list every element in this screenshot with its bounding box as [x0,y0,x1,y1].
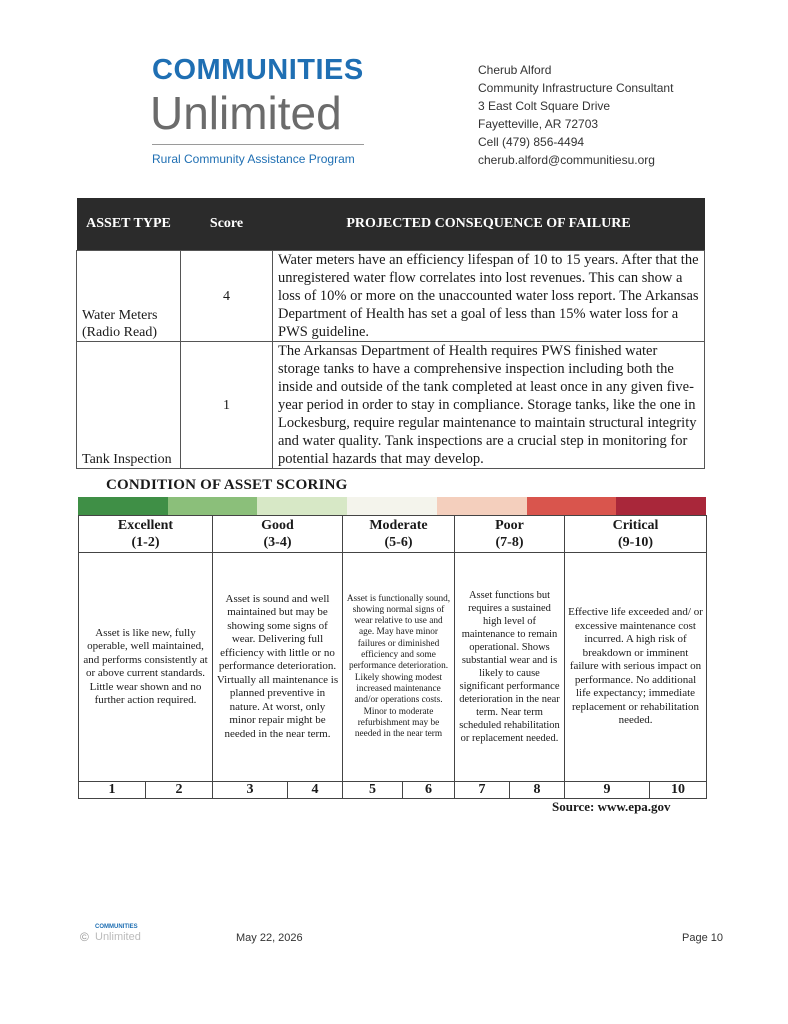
condition-scoring-table [78,515,707,799]
category-good-heading [213,516,343,553]
score-number: 7 [455,782,510,799]
category-poor-heading [455,516,565,553]
category-range: (1-2) [131,535,160,550]
contact-address-line1: 3 East Colt Square Drive [478,99,611,113]
contact-title: Community Infrastructure Consultant [478,81,674,95]
consequence-cell: Water meters have an efficiency lifespan of 10 to 15 years. After that the unregistered water flow correlates into lost revenues. This can show a loss of 10% or more on the unaccounted water loss report. The Arkansas Department of Health has set a goal of less than 15% water loss for a PWS guideline. [273,251,705,342]
contact-name: Cherub Alford [478,63,552,77]
logo-divider [152,144,364,145]
logo-communities: COMMUNITIES [152,54,364,86]
score-number: 9 [565,782,650,799]
asset-table-header-row [77,198,705,251]
asset-type-cell: Tank Inspection [77,342,181,469]
score-number: 10 [650,782,707,799]
footer-copyright-symbol: © [80,930,89,944]
gradient-segment [78,497,168,515]
category-name: Good [261,518,294,533]
gradient-segment [168,497,258,515]
source-citation: Source: www.epa.gov [552,799,671,814]
condition-header-row [79,516,707,553]
condition-section-title: CONDITION OF ASSET SCORING [106,477,348,493]
score-number: 4 [288,782,343,799]
score-number: 3 [213,782,288,799]
category-range: (9-10) [618,535,654,550]
footer-date: May 22, 2026 [236,932,303,944]
asset-consequence-table [76,198,705,469]
asset-type-cell: Water Meters (Radio Read) [77,251,181,342]
footer-logo-top: COMMUNITIES [95,924,138,930]
gradient-segment [347,497,437,515]
condition-description-row [79,553,707,782]
category-moderate-description: Asset is functionally sound, showing normal signs of wear relative to use and age. May have minor failures or diminished efficiency and some performance deterioration. Likely showing modest increased maintenance and/or operations costs. Minor to moderate refurbishment may be needed in the near term [343,553,455,782]
category-good-description: Asset is sound and well maintained but may be showing some signs of wear. Delivering full efficiency with little or no performance deterioration. Virtually all maintenance is planned preventive in nature. At worst, only minor repair might be needed in the near term. [213,553,343,782]
category-excellent-description: Asset is like new, fully operable, well maintained, and performs consistently at or above current standards. Little wear shown and no further action required. [79,553,213,782]
header-score: Score [181,198,273,251]
consequence-cell: The Arkansas Department of Health requires PWS finished water storage tanks to have a comprehensive inspection including both the inside and outside of the tank completed at least once in any given five-year period in order to stay in compliance. Storage tanks, like the one in Lockesburg, require regular maintenance to maintain structural integrity and water quality. Tank inspections are a crucial step in monitoring for potential hazards that may develop. [273,342,705,469]
contact-address-line2: Fayetteville, AR 72703 [478,117,599,131]
score-number: 2 [146,782,213,799]
category-excellent-heading [79,516,213,553]
category-name: Excellent [117,518,174,533]
contact-phone: Cell (479) 856-4494 [478,135,585,149]
category-name: Moderate [369,518,428,533]
category-name: Poor [495,518,524,533]
logo-unlimited: Unlimited [150,87,342,139]
gradient-segment [616,497,706,515]
score-cell: 4 [181,251,273,342]
gradient-segment [527,497,617,515]
footer-logo-bottom: Unlimited [95,931,141,943]
gradient-segment [437,497,527,515]
score-number: 6 [403,782,455,799]
score-cell: 1 [181,342,273,469]
footer-page-number: Page 10 [682,932,723,944]
header-consequence: PROJECTED CONSEQUENCE OF FAILURE [273,198,705,251]
contact-email[interactable]: cherub.alford@communitiesu.org [478,153,655,167]
gradient-segment [257,497,347,515]
header-asset-type: ASSET TYPE [77,198,181,251]
category-range: (3-4) [263,535,292,550]
category-critical-description: Effective life exceeded and/ or excessive maintenance cost incurred. A high risk of breakdown or imminent failure with serious impact on performance. No additional life expectancy; immediate replacement or rehabilitation needed. [565,553,707,782]
score-number: 5 [343,782,403,799]
table-row [77,342,705,469]
condition-gradient-bar [78,497,706,515]
score-number: 1 [79,782,146,799]
condition-score-row [79,782,707,799]
category-critical-heading [565,516,707,553]
table-row [77,251,705,342]
score-number: 8 [510,782,565,799]
category-name: Critical [612,518,659,533]
category-moderate-heading [343,516,455,553]
contact-block [478,61,673,169]
category-range: (7-8) [495,535,524,550]
category-poor-description: Asset functions but requires a sustained high level of maintenance to remain operational. Shows substantial wear and is likely to cause significant performance deterioration in the near term. Near term scheduled rehabilitation or replacement needed. [455,553,565,782]
logo-tagline: Rural Community Assistance Program [152,152,355,166]
category-range: (5-6) [384,535,413,550]
